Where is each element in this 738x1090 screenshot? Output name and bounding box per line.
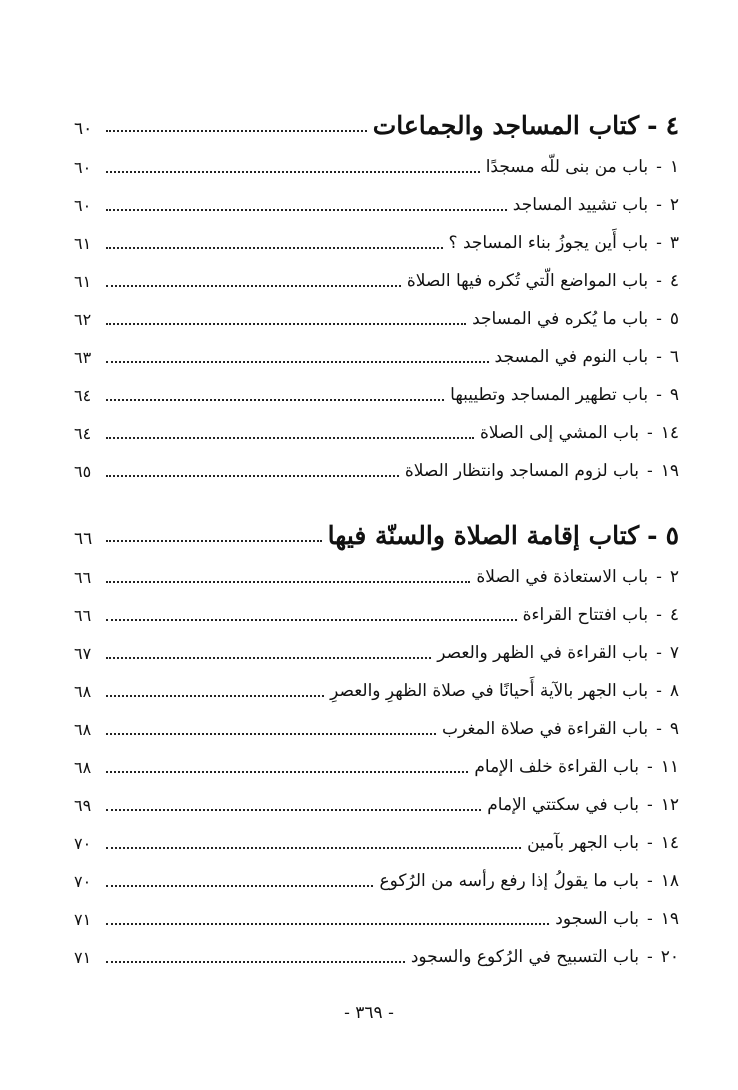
dot-leader: [106, 437, 474, 439]
page-number: ٦٧: [74, 644, 92, 663]
separator-dash: -: [646, 461, 653, 481]
entry-number: ٣: [669, 233, 679, 253]
toc-entry: [74, 404, 679, 442]
dot-leader: [106, 961, 405, 963]
dot-leader: [106, 619, 517, 621]
page-number: ٦٠: [74, 119, 93, 139]
separator-dash: -: [656, 233, 662, 253]
entry-title: باب أَين يجوزُ بناء المساجد ؟: [448, 233, 649, 253]
separator-dash: -: [646, 757, 653, 777]
section-title: كتاب المساجد والجماعات: [372, 111, 640, 140]
dot-leader: [106, 399, 444, 401]
entry-title: باب الاستعاذة في الصلاة: [476, 567, 649, 587]
dot-leader: [106, 923, 549, 925]
entry-number: ١٨: [660, 871, 679, 891]
separator-dash: -: [646, 795, 653, 815]
separator-dash: -: [647, 111, 658, 140]
entry-title: باب السجود: [555, 909, 639, 929]
dot-leader: [106, 809, 481, 811]
separator-dash: -: [646, 947, 653, 967]
separator-dash: -: [656, 385, 662, 405]
dot-leader: [106, 475, 399, 477]
entry-number: ٢: [669, 567, 679, 587]
dot-leader: [106, 361, 489, 363]
entry-title: باب تشييد المساجد: [512, 195, 649, 215]
page-number: ٦٤: [74, 386, 92, 405]
entry-title: باب في سكتتي الإمام: [487, 795, 639, 815]
page-number: ٦٤: [74, 424, 92, 443]
separator-dash: -: [646, 871, 653, 891]
dot-leader: [106, 657, 431, 659]
entry-number: ٢: [669, 195, 679, 215]
entry-title: باب المشي إلى الصلاة: [480, 423, 639, 443]
separator-dash: -: [656, 681, 662, 701]
entry-number: ٧: [669, 643, 679, 663]
toc-entry: [74, 928, 679, 966]
page-number: ٦٥: [74, 462, 92, 481]
entry-number: ٩: [669, 385, 679, 405]
entry-number: ١١: [660, 757, 679, 777]
dot-leader: [106, 171, 480, 173]
separator-dash: -: [656, 157, 662, 177]
page-number: ٦٠: [74, 196, 92, 215]
entry-title: باب القراءة خلف الإمام: [474, 757, 639, 777]
table-of-contents: [74, 80, 679, 966]
page-number: ٧٠: [74, 834, 92, 853]
separator-dash: -: [646, 833, 653, 853]
section-number: ٤: [665, 111, 679, 140]
page-number: ٧١: [74, 948, 92, 967]
entry-title: باب لزوم المساجد وانتظار الصلاة: [404, 461, 639, 481]
entry-number: ١٤: [660, 423, 679, 443]
separator-dash: -: [646, 423, 653, 443]
toc-entry: [74, 290, 679, 328]
separator-dash: -: [656, 309, 662, 329]
entry-title: باب القراءة في الظهر والعصر: [437, 643, 649, 663]
toc-entry: [74, 138, 679, 176]
entry-number: ٦: [669, 347, 679, 367]
footer-page-number: - ٣٦٩ -: [344, 1003, 394, 1023]
entry-title: باب المواضع الّتي تُكره فيها الصلاة: [406, 271, 649, 291]
dot-leader: [106, 733, 436, 735]
page-number: ٦١: [74, 272, 92, 291]
dot-leader: [106, 209, 507, 211]
entry-title: باب التسبيح في الرُكوع والسجود: [410, 947, 639, 967]
entry-number: ١٩: [660, 461, 679, 481]
entry-title: باب تطهير المساجد وتطييبها: [450, 385, 649, 405]
page-number: ٧١: [74, 910, 92, 929]
entry-number: ١٩: [660, 909, 679, 929]
page-number: ٦٩: [74, 796, 92, 815]
page-number: ٦٢: [74, 310, 92, 329]
separator-dash: -: [656, 605, 662, 625]
separator-dash: -: [656, 567, 662, 587]
entry-title: باب افتتاح القراءة: [522, 605, 649, 625]
entry-number: ١٤: [660, 833, 679, 853]
toc-entry: [74, 366, 679, 404]
page-number: ٦٦: [74, 606, 92, 625]
toc-entry: [74, 176, 679, 214]
toc-entry: [74, 738, 679, 776]
toc-entry: [74, 662, 679, 700]
entry-title: باب القراءة في صلاة المغرب: [441, 719, 649, 739]
entry-number: ٨: [669, 681, 679, 701]
toc-entry: [74, 624, 679, 662]
toc-entry: [74, 776, 679, 814]
page-number: ٦٣: [74, 348, 92, 367]
toc-entry: [74, 252, 679, 290]
entry-number: ٩: [669, 719, 679, 739]
page-number: ٦٨: [74, 682, 92, 701]
entry-title: باب الجهر بآمين: [527, 833, 639, 853]
dot-leader: [106, 771, 468, 773]
toc-entry: [74, 586, 679, 624]
dot-leader: [106, 885, 373, 887]
page-number: ٦٦: [74, 568, 92, 587]
section-heading: [74, 80, 679, 138]
page-number: ٧٠: [74, 872, 92, 891]
entry-number: ١: [669, 157, 679, 177]
entry-number: ٢٠: [660, 947, 679, 967]
dot-leader: [106, 285, 401, 287]
section-heading: [74, 490, 679, 548]
entry-number: ٤: [669, 271, 679, 291]
page-number: ٦٨: [74, 720, 92, 739]
page-number: ٦٠: [74, 158, 92, 177]
entry-number: ٥: [669, 309, 679, 329]
toc-entry: [74, 814, 679, 852]
dot-leader: [106, 540, 322, 542]
toc-entry: [74, 700, 679, 738]
toc-entry: [74, 442, 679, 480]
section-number: ٥: [665, 521, 679, 550]
dot-leader: [106, 247, 443, 249]
section-title: كتاب إقامة الصلاة والسنّة فيها: [327, 521, 640, 550]
toc-entry: [74, 214, 679, 252]
entry-number: ٤: [669, 605, 679, 625]
toc-entry: [74, 852, 679, 890]
entry-title: باب ما يقولُ إذا رفع رأسه من الرُكوع: [379, 871, 639, 891]
separator-dash: -: [656, 643, 662, 663]
section-spacer: [74, 480, 679, 490]
entry-title: باب النوم في المسجد: [494, 347, 649, 367]
separator-dash: -: [646, 909, 653, 929]
page-number: ٦٨: [74, 758, 92, 777]
toc-entry: [74, 890, 679, 928]
entry-number: ١٢: [660, 795, 679, 815]
dot-leader: [106, 130, 367, 132]
separator-dash: -: [656, 271, 662, 291]
page-number: ٦٦: [74, 529, 93, 549]
separator-dash: -: [647, 521, 658, 550]
entry-title: باب من بنى للّه مسجدًا: [485, 157, 649, 177]
dot-leader: [106, 847, 521, 849]
page-number: ٦١: [74, 234, 92, 253]
dot-leader: [106, 695, 324, 697]
separator-dash: -: [656, 347, 662, 367]
toc-entry: [74, 328, 679, 366]
separator-dash: -: [656, 195, 662, 215]
dot-leader: [106, 323, 466, 325]
entry-title: باب الجهر بالآية أَحيانًا في صلاة الظهرِ والعصرِ: [330, 681, 649, 701]
separator-dash: -: [656, 719, 662, 739]
toc-entry: [74, 548, 679, 586]
dot-leader: [106, 581, 470, 583]
entry-title: باب ما يُكره في المساجد: [472, 309, 649, 329]
